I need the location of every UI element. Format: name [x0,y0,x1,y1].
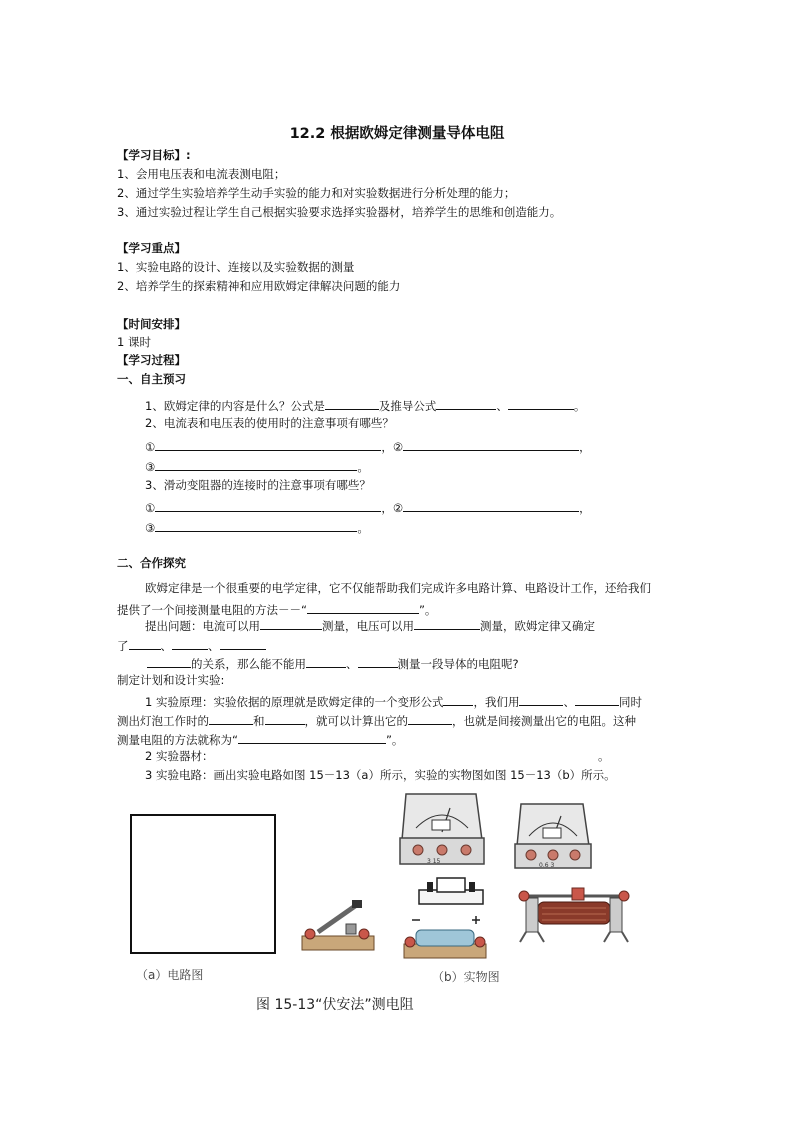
key-point-item: 1、实验电路的设计、连接以及实验数据的测量 [117,260,355,274]
circuit-diagram-box[interactable] [130,814,276,954]
paragraph-line: 欧姆定律是一个很重要的电学定律，它不仅能帮助我们完成许多电路计算、电路设计工作，还给我们 [145,581,651,595]
paragraph-text: 测量电阻的方法就称为“ [117,733,238,747]
paragraph-text: ，也就是间接测量出它的电阻。这种 [452,714,636,728]
answer-blank[interactable] [155,457,357,471]
schedule-value: 1 课时 [117,335,151,349]
period: 。 [573,399,586,413]
marker: ② [392,440,404,454]
schedule-heading: 【时间安排】 [117,317,186,331]
self-study-heading: 一、自主预习 [117,372,186,386]
period: 。 [357,521,369,535]
paragraph-line [117,711,636,729]
battery-icon [402,916,488,960]
paragraph-text: 提供了一个间接测量电阻的方法－－“ [117,603,307,617]
paragraph-text: 测出灯泡工作时的 [117,714,209,728]
paragraph-line [147,654,519,672]
formula-blank[interactable] [325,396,379,410]
lamp-holder-icon [415,872,487,908]
formula-blank[interactable] [443,692,473,706]
comma: ， [381,440,393,454]
paragraph-text: ”。 [418,603,437,617]
separator: 、 [496,399,508,413]
current-meter-blank[interactable] [260,616,322,630]
key-point-item: 2、培养学生的探索精神和应用欧姆定律解决问题的能力 [117,279,401,293]
ammeter-scale-label: 0.6 3 [539,862,555,869]
answer-blank[interactable] [155,498,381,512]
period: 。 [357,460,369,474]
relation-blank[interactable] [129,636,161,650]
comma: ， [579,440,591,454]
coop-heading: 二、合作探究 [117,556,186,570]
instrument-blank[interactable] [306,654,346,668]
voltage-meter-blank[interactable] [414,616,480,630]
voltmeter-scale-label: 3 15 [427,858,441,865]
derived-formula-blank-1[interactable] [436,396,496,410]
marker: ① [145,440,156,454]
paragraph-text: 的关系，那么能不能用 [191,657,306,671]
paragraph-text: 同时 [618,695,642,709]
paragraph-text: 测量，电压可以用 [322,619,414,633]
answer-line [145,437,591,455]
paragraph-line [117,730,403,748]
circuit-line: 3 实验电路：画出实验电路如图 15－13（a）所示，实验的实物图如图 15－13（b）所示。 [145,768,616,782]
objective-item: 3、通过实验过程让学生自己根据实验要求选择实验器材，培养学生的思维和创造能力。 [117,205,562,219]
question-2: 2、电流表和电压表的使用时的注意事项有哪些？ [145,416,394,430]
page-title: 12.2 根据欧姆定律测量导体电阻 [289,126,505,142]
quantity-blank[interactable] [408,711,452,725]
quantity-blank[interactable] [209,711,253,725]
method-name-blank[interactable] [238,730,386,744]
instrument-blank[interactable] [358,654,398,668]
relation-blank[interactable] [147,654,191,668]
paragraph-text: 和 [253,714,265,728]
objectives-heading: 【学习目标】: [117,148,191,162]
figure-b-caption: （b）实物图 [432,970,500,984]
relation-blank[interactable] [172,636,208,650]
figure-a-caption: （a）电路图 [136,968,204,982]
marker: ① [145,501,156,515]
ammeter-icon [513,800,593,870]
paragraph-line [145,616,595,634]
process-heading: 【学习过程】 [117,353,186,367]
method-blank[interactable] [307,600,419,614]
rheostat-icon [518,884,630,944]
plan-heading: 制定计划和设计实验: [117,673,225,687]
instrument-blank[interactable] [519,692,563,706]
quantity-blank[interactable] [265,711,305,725]
separator: 、 [346,657,358,671]
paragraph-text: 测量，欧姆定律又确定 [480,619,595,633]
paragraph-text: ，就可以计算出它的 [304,714,408,728]
objective-item: 2、通过学生实验培养学生动手实验的能力和对实验数据进行分析处理的能力； [117,186,516,200]
equipment-line: 2 实验器材： [145,749,214,763]
question-1-text: 1、欧姆定律的内容是什么？公式是 [145,399,325,413]
relation-blank[interactable] [220,636,266,650]
period: 。 [598,749,610,763]
answer-line [145,498,591,516]
switch-icon [300,898,376,954]
voltmeter-icon [398,788,486,866]
figure-caption: 图 15-13“伏安法”测电阻 [256,997,414,1013]
paragraph-text: 提出问题：电流可以用 [145,619,260,633]
objective-item: 1、会用电压表和电流表测电阻； [117,167,286,181]
paragraph-text: ”。 [385,733,404,747]
marker: ③ [145,521,156,535]
paragraph-text: 1 实验原理：实验依据的原理就是欧姆定律的一个变形公式 [145,695,444,709]
instrument-blank[interactable] [575,692,619,706]
paragraph-text: 测量一段导体的电阻呢? [397,657,519,671]
answer-blank[interactable] [403,498,579,512]
comma: ， [381,501,393,515]
paragraph-text: 了 [117,639,129,653]
answer-line [145,518,369,536]
answer-blank[interactable] [155,437,381,451]
key-points-heading: 【学习重点】 [117,241,186,255]
paragraph-text: ，我们用 [473,695,520,709]
question-3: 3、滑动变阻器的连接时的注意事项有哪些？ [145,478,371,492]
paragraph-line [145,692,642,710]
marker: ③ [145,460,156,474]
comma: ， [579,501,591,515]
separator: 、 [563,695,575,709]
derived-formula-blank-2[interactable] [508,396,574,410]
answer-line [145,457,369,475]
answer-blank[interactable] [155,518,357,532]
answer-blank[interactable] [403,437,579,451]
question-1-text: 及推导公式 [378,399,437,413]
separator: 、 [160,639,172,653]
marker: ② [392,501,404,515]
separator: 、 [208,639,220,653]
paragraph-line [117,636,266,654]
question-1 [145,396,585,414]
